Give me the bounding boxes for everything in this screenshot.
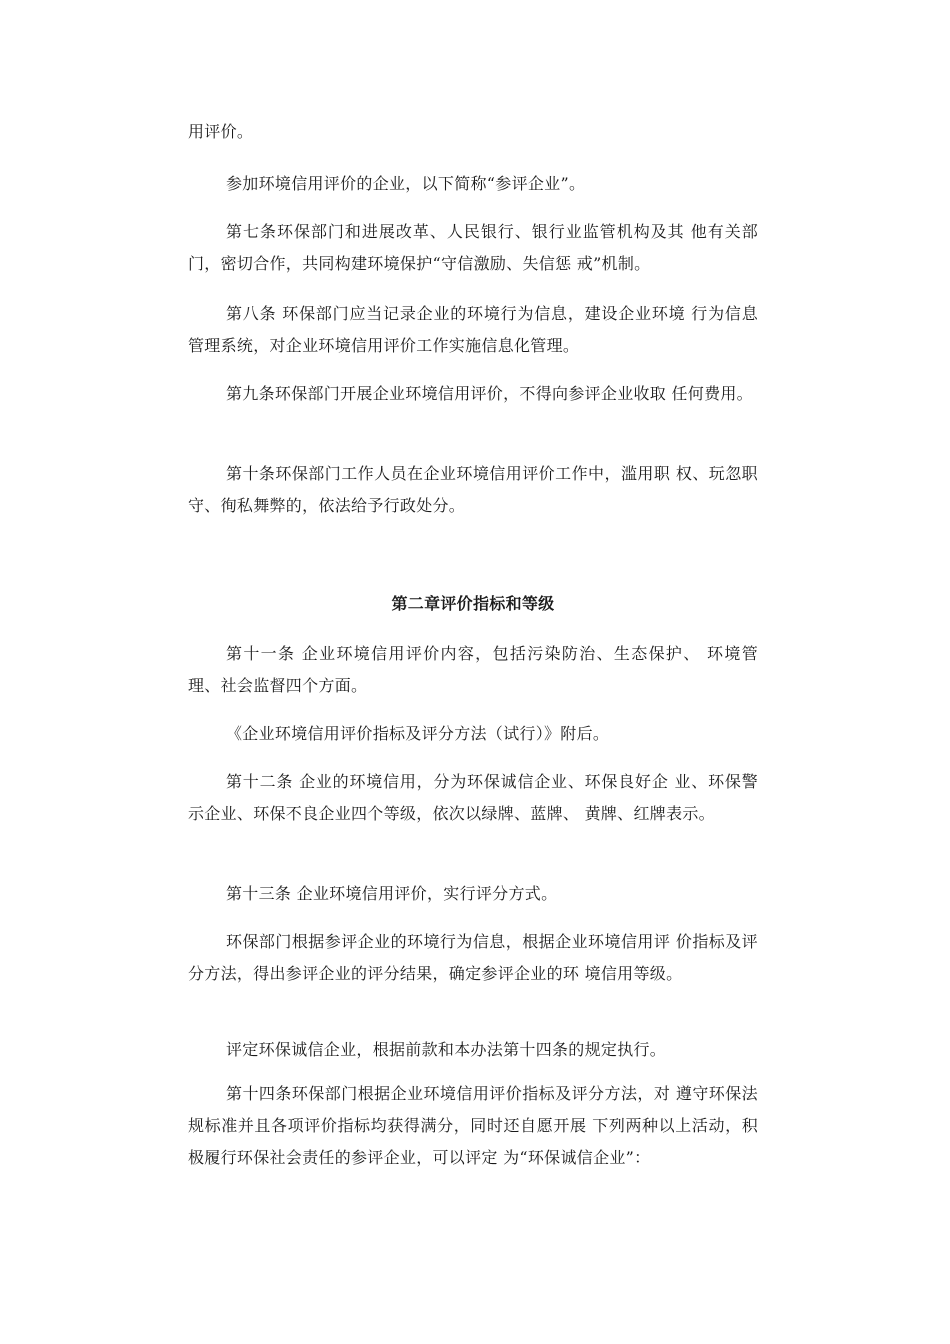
paragraph-scoring-process: 环保部门根据参评企业的环境行为信息，根据企业环境信用评 价指标及评分方法，得出参评企业的评分结果，确定参评企业的环 境信用等级。 bbox=[188, 932, 758, 983]
paragraph-article-7: 第七条环保部门和进展改革、人民银行、银行业监管机构及其 他有关部门，密切合作，共同构建环境保护“守信激励、失信惩 戒”机制。 bbox=[188, 222, 758, 273]
paragraph-integrity-rule: 评定环保诚信企业，根据前款和本办法第十四条的规定执行。 bbox=[226, 1040, 667, 1059]
paragraph-continuation: 用评价。 bbox=[188, 122, 254, 141]
paragraph-article-12: 第十二条 企业的环境信用，分为环保诚信企业、环保良好企 业、环保警示企业、环保不良企业四个等级，依次以绿牌、蓝牌、 黄牌、红牌表示。 bbox=[188, 772, 758, 823]
paragraph-article-13: 第十三条 企业环境信用评价，实行评分方式。 bbox=[226, 884, 558, 903]
paragraph-article-10: 第十条环保部门工作人员在企业环境信用评价工作中，滥用职 权、玩忽职守、徇私舞弊的，依法给予行政处分。 bbox=[188, 464, 758, 515]
paragraph-attachment-note: 《企业环境信用评价指标及评分方法（试行）》附后。 bbox=[226, 724, 610, 743]
paragraph-article-14: 第十四条环保部门根据企业环境信用评价指标及评分方法，对 遵守环保法规标准并且各项评价指标均获得满分，同时还自愿开展 下列两种以上活动，积极履行环保社会责任的参评企业，可以评定 为“环保诚信企业”： bbox=[188, 1084, 758, 1167]
paragraph-article-11: 第十一条 企业环境信用评价内容，包括污染防治、生态保护、 环境管理、社会监督四个方面。 bbox=[188, 644, 758, 695]
paragraph-article-8: 第八条 环保部门应当记录企业的环境行为信息，建设企业环境 行为信息管理系统，对企业环境信用评价工作实施信息化管理。 bbox=[188, 304, 758, 355]
paragraph-participants: 参加环境信用评价的企业，以下简称“参评企业”。 bbox=[226, 174, 586, 193]
chapter-title: 第二章评价指标和等级 bbox=[391, 594, 555, 613]
paragraph-article-9: 第九条环保部门开展企业环境信用评价，不得向参评企业收取 任何费用。 bbox=[226, 384, 753, 403]
